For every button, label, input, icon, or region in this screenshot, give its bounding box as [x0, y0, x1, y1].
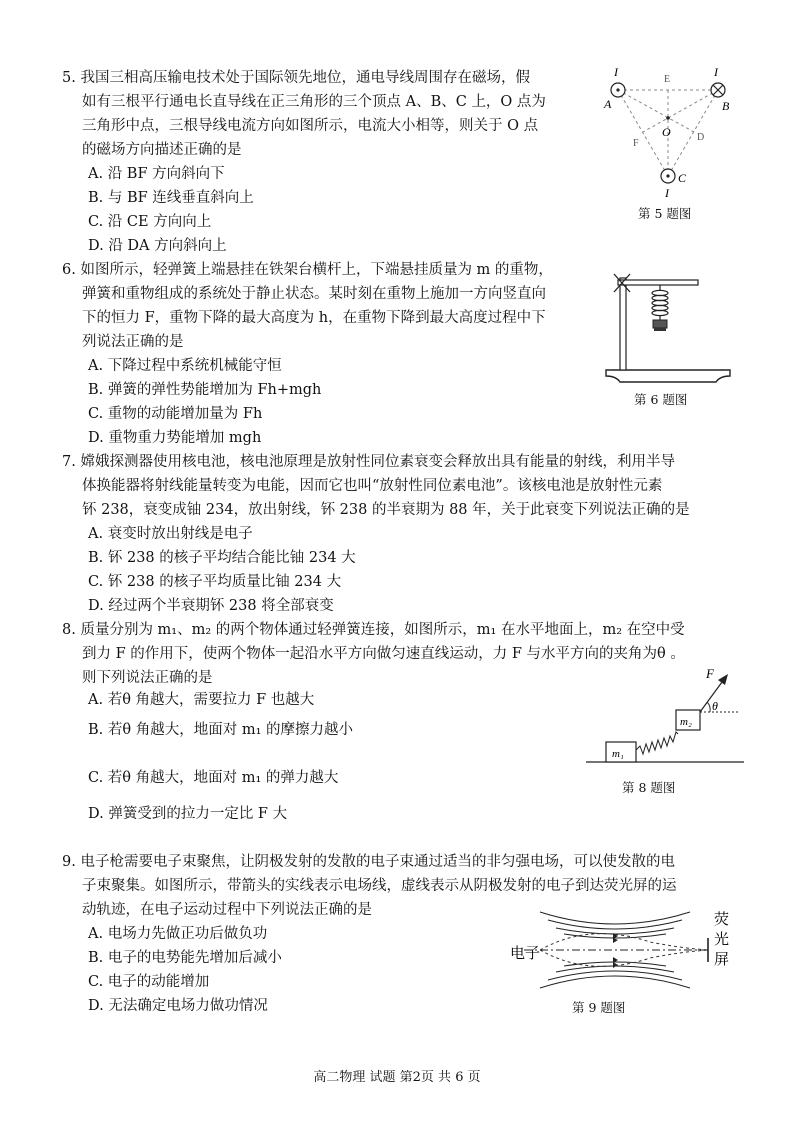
force-arrow-icon [718, 674, 728, 685]
weight-icon [653, 320, 667, 331]
question-6-line-3: 下的恒力 F，重物下降的最大高度为 h，在重物下降到最大高度过程中下 [82, 310, 546, 326]
label-c: C [678, 171, 687, 185]
question-7-option-b: B. 钚 238 的核子平均结合能比铀 234 大 [88, 550, 356, 566]
figure-8-blocks [580, 664, 750, 772]
question-6-line-4: 列说法正确的是 [82, 334, 184, 350]
question-7-line-1: 7. 嫦娥探测器使用核电池，核电池原理是放射性同位素衰变会释放出具有能量的射线，利用半导 [62, 454, 675, 470]
label-o: O [662, 125, 671, 139]
question-7 [62, 450, 732, 618]
question-7-line-3: 钚 238，衰变成铀 234，放出射线，钚 238 的半衰期为 88 年，关于此衰变下列说法正确的是 [82, 502, 690, 518]
question-5-option-c: C. 沿 CE 方向向上 [88, 214, 212, 230]
label-e: E [664, 74, 671, 85]
question-5-line-1: 5. 我国三相高压输电技术处于国际领先地位，通电导线周围存在磁场，假 [62, 70, 530, 86]
question-9-option-c: C. 电子的动能增加 [88, 974, 210, 990]
question-9-option-d: D. 无法确定电场力做功情况 [88, 998, 268, 1014]
label-m2: m₂ [680, 716, 692, 728]
question-8-line-2: 到力 F 的作用下，使两个物体一起沿水平方向做匀速直线运动，力 F 与水平方向的夹角为θ 。 [82, 646, 685, 662]
question-7-option-c: C. 钚 238 的核子平均质量比铀 234 大 [88, 574, 342, 590]
page-footer: 高二物理 试题 第2页 共 6 页 [313, 1070, 481, 1085]
point-o-icon [666, 116, 670, 120]
figure-6-stand [598, 266, 738, 390]
question-5-line-4: 的磁场方向描述正确的是 [82, 142, 242, 158]
label-d: D [697, 132, 705, 143]
label-current-a: I [614, 65, 618, 79]
figure-8-caption: 第 8 题图 [622, 780, 676, 795]
question-5-line-2: 如有三根平行通电长直导线在正三角形的三个顶点 A、B、C 上，O 点为 [82, 94, 546, 110]
figure-6-caption: 第 6 题图 [634, 392, 688, 407]
question-6-option-d: D. 重物重力势能增加 mgh [88, 430, 262, 446]
label-current-c: I [665, 186, 669, 200]
question-6-option-c: C. 重物的动能增加量为 Fh [88, 406, 263, 422]
spring-icon [652, 285, 668, 320]
question-9-line-3: 动轨迹，在电子运动过程中下列说法正确的是 [82, 902, 372, 918]
question-8-option-a: A. 若θ 角越大，需要拉力 F 也越大 [88, 692, 315, 708]
figure-5-caption: 第 5 题图 [638, 206, 692, 221]
question-8-option-b: B. 若θ 角越大，地面对 m₁ 的摩擦力越小 [88, 722, 353, 738]
question-5-option-b: B. 与 BF 连线垂直斜向上 [88, 190, 254, 206]
label-screen-3: 屏 [714, 952, 730, 968]
question-7-option-a: A. 衰变时放出射线是电子 [88, 526, 253, 542]
question-9-line-2: 子束聚集。如图所示，带箭头的实线表示电场线，虚线表示从阴极发射的电子到达荧光屏的运 [82, 878, 677, 894]
question-9-option-b: B. 电子的电势能先增加后减小 [88, 950, 282, 966]
label-f: F [633, 138, 639, 149]
label-a: A [604, 97, 612, 111]
label-b: B [722, 99, 730, 113]
label-screen-2: 光 [714, 932, 730, 948]
question-6-line-1: 6. 如图所示，轻弹簧上端悬挂在铁架台横杆上，下端悬挂质量为 m 的重物， [62, 262, 553, 278]
figure-9-field [500, 900, 750, 1000]
label-theta: θ [712, 699, 718, 713]
question-6-option-a: A. 下降过程中系统机械能守恒 [88, 358, 282, 374]
label-electron: 电子 [510, 946, 541, 962]
question-8-option-c: C. 若θ 角越大，地面对 m₁ 的弹力越大 [88, 770, 339, 786]
label-m1: m₁ [612, 748, 624, 760]
question-9-line-1: 9. 电子枪需要电子束聚焦，让阴极发射的发散的电子束通过适当的非匀强电场，可以使发散的电 [62, 854, 675, 870]
label-screen-1: 荧 [714, 912, 730, 928]
figure-9-caption: 第 9 题图 [572, 1000, 626, 1015]
question-9-option-a: A. 电场力先做正功后做负功 [88, 926, 268, 942]
question-8-option-d: D. 弹簧受到的拉力一定比 F 大 [88, 806, 288, 822]
question-6-option-b: B. 弹簧的弹性势能增加为 Fh+mgh [88, 382, 322, 398]
question-5-option-d: D. 沿 DA 方向斜向上 [88, 238, 227, 254]
question-8-line-3: 则下列说法正确的是 [82, 670, 213, 686]
wire-b-icon [711, 83, 725, 97]
question-7-line-2: 体换能器将射线能量转变为电能，因而它也叫“放射性同位素电池”。该核电池是放射性元素 [82, 478, 663, 494]
question-5-option-a: A. 沿 BF 方向斜向下 [88, 166, 225, 182]
label-force: F [706, 666, 714, 681]
label-current-b: I [714, 65, 718, 79]
question-7-option-d: D. 经过两个半衰期钚 238 将全部衰变 [88, 598, 334, 614]
spring-icon [636, 732, 678, 754]
question-5-line-3: 三角形中点，三根导线电流方向如图所示，电流大小相等，则关于 O 点 [82, 118, 539, 134]
question-8-line-1: 8. 质量分别为 m₁、m₂ 的两个物体通过轻弹簧连接，如图所示，m₁ 在水平地面上，m₂ 在空中受 [62, 622, 685, 638]
question-6-line-2: 弹簧和重物组成的系统处于静止状态。某时刻在重物上施加一方向竖直向 [82, 286, 546, 302]
figure-5-triangle [598, 60, 738, 200]
